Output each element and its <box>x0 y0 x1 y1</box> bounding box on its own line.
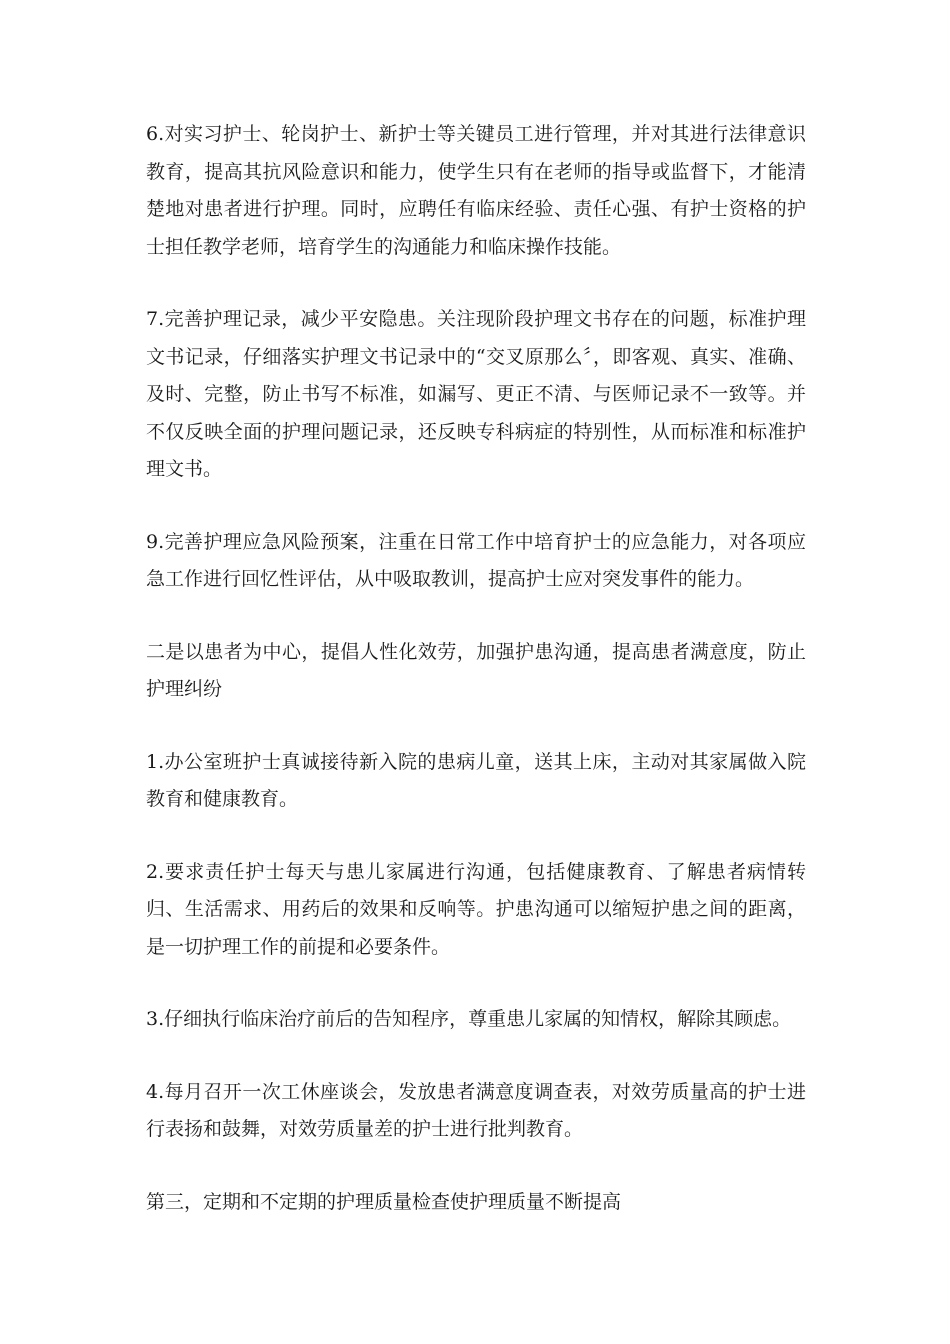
document-body <box>146 116 806 1256</box>
section-heading-patient-centered: 二是以患者为中心，提倡人性化效劳，加强护患沟通，提高患者满意度，防止护理纠纷 <box>146 640 806 700</box>
paragraph-7-nursing-records: 7.完善护理记录，减少平安隐患。关注现阶段护理文书存在的问题，标准护理文书记录，仔细落实护理文书记录中的“交叉原那么〞，即客观、真实、准确、及时、完整，防止书写不标准，如漏写、更正不清、与医师记录不一致等。并不仅反映全面的护理问题记录，还反映专科病症的特别性，从而标准和标准护理文书。 <box>146 308 806 480</box>
paragraph-3-informed-consent: 3.仔细执行临床治疗前后的告知程序，尊重患儿家属的知情权，解除其顾虑。 <box>146 1008 792 1030</box>
paragraph-4-monthly-meeting: 4.每月召开一次工休座谈会，发放患者满意度调查表，对效劳质量高的护士进行表扬和鼓舞，对效劳质量差的护士进行批判教育。 <box>146 1080 806 1140</box>
paragraph-1-admission: 1.办公室班护士真诚接待新入院的患病儿童，送其上床，主动对其家属做入院教育和健康教育。 <box>146 750 806 810</box>
paragraph-2-communication: 2.要求责任护士每天与患儿家属进行沟通，包括健康教育、了解患者病情转归、生活需求、用药后的效果和反响等。护患沟通可以缩短护患之间的距离，是一切护理工作的前提和必要条件。 <box>146 860 806 958</box>
section-heading-quality-inspection: 第三，定期和不定期的护理质量检查使护理质量不断提高 <box>146 1190 622 1213</box>
paragraph-9-emergency-plan: 9.完善护理应急风险预案，注重在日常工作中培育护士的应急能力，对各项应急工作进行回忆性评估，从中吸取教训，提高护士应对突发事件的能力。 <box>146 530 806 590</box>
paragraph-6-intern-management: 6.对实习护士、轮岗护士、新护士等关键员工进行管理，并对其进行法律意识教育，提高其抗风险意识和能力，使学生只有在老师的指导或监督下，才能清楚地对患者进行护理。同时，应聘任有临床经验、责任心强、有护士资格的护士担任教学老师，培育学生的沟通能力和临床操作技能。 <box>146 123 806 258</box>
